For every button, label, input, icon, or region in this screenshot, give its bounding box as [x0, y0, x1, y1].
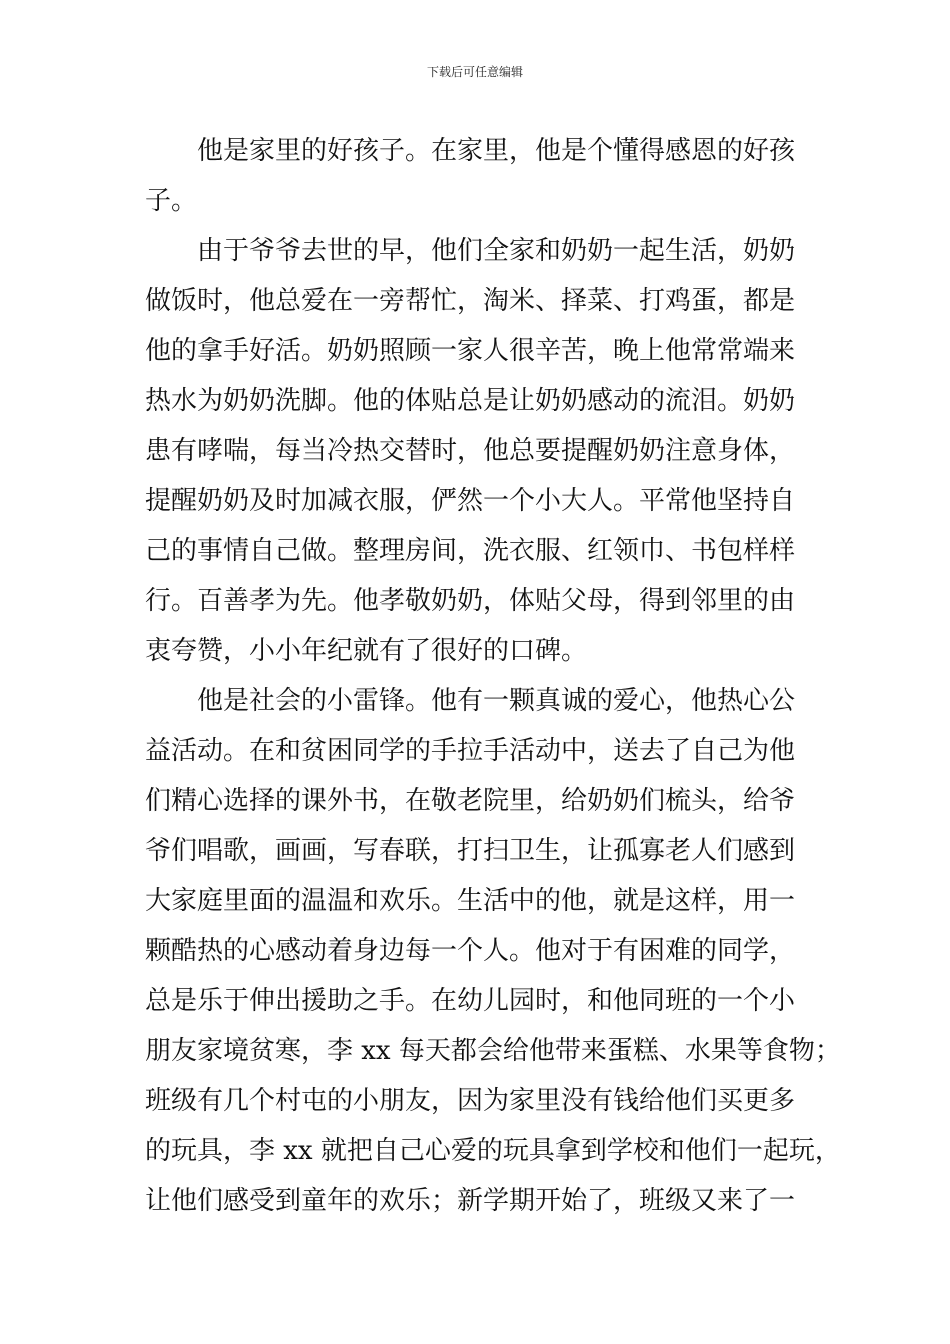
- text-line: 行。百善孝为先。他孝敬奶奶，体贴父母，得到邻里的由: [145, 586, 796, 616]
- text-line: 的玩具，李 xx 就把自己心爱的玩具拿到学校和他们一起玩，: [145, 1136, 841, 1166]
- text-line: 患有哮喘，每当冷热交替时，他总要提醒奶奶注意身体，: [145, 436, 796, 466]
- text-line: 由于爷爷去世的早，他们全家和奶奶一起生活，奶奶: [197, 236, 796, 266]
- text-line: 他是家里的好孩子。在家里，他是个懂得感恩的好孩: [197, 136, 796, 166]
- text-line: 做饭时，他总爱在一旁帮忙，淘米、择菜、打鸡蛋，都是: [145, 286, 796, 316]
- text-line: 他是社会的小雷锋。他有一颗真诚的爱心，他热心公: [197, 686, 796, 716]
- text-line: 们精心选择的课外书，在敬老院里，给奶奶们梳头，给爷: [145, 786, 796, 816]
- text-line: 朋友家境贫寒，李 xx 每天都会给他带来蛋糕、水果等食物；: [145, 1036, 841, 1066]
- text-line: 班级有几个村屯的小朋友，因为家里没有钱给他们买更多: [145, 1086, 796, 1116]
- text-line: 让他们感受到童年的欢乐；新学期开始了，班级又来了一: [145, 1186, 796, 1216]
- text-line: 衷夸赞，小小年纪就有了很好的口碑。: [145, 636, 588, 666]
- text-line: 颗酷热的心感动着身边每一个人。他对于有困难的同学，: [145, 936, 796, 966]
- document-body: [145, 126, 841, 1226]
- text-line: 热水为奶奶洗脚。他的体贴总是让奶奶感动的流泪。奶奶: [145, 386, 796, 416]
- text-line: 总是乐于伸出援助之手。在幼儿园时，和他同班的一个小: [145, 986, 796, 1016]
- page-header-note: 下载后可任意编辑: [426, 65, 523, 79]
- text-line: 他的拿手好活。奶奶照顾一家人很辛苦，晚上他常常端来: [145, 336, 796, 366]
- text-line: 提醒奶奶及时加减衣服，俨然一个小大人。平常他坚持自: [145, 486, 796, 516]
- text-line: 爷们唱歌，画画，写春联，打扫卫生，让孤寡老人们感到: [145, 836, 796, 866]
- text-line: 己的事情自己做。整理房间，洗衣服、红领巾、书包样样: [145, 536, 796, 566]
- text-line: 益活动。在和贫困同学的手拉手活动中，送去了自己为他: [145, 736, 796, 766]
- text-line: 大家庭里面的温温和欢乐。生活中的他，就是这样，用一: [145, 886, 796, 916]
- text-line: 子。: [145, 186, 198, 216]
